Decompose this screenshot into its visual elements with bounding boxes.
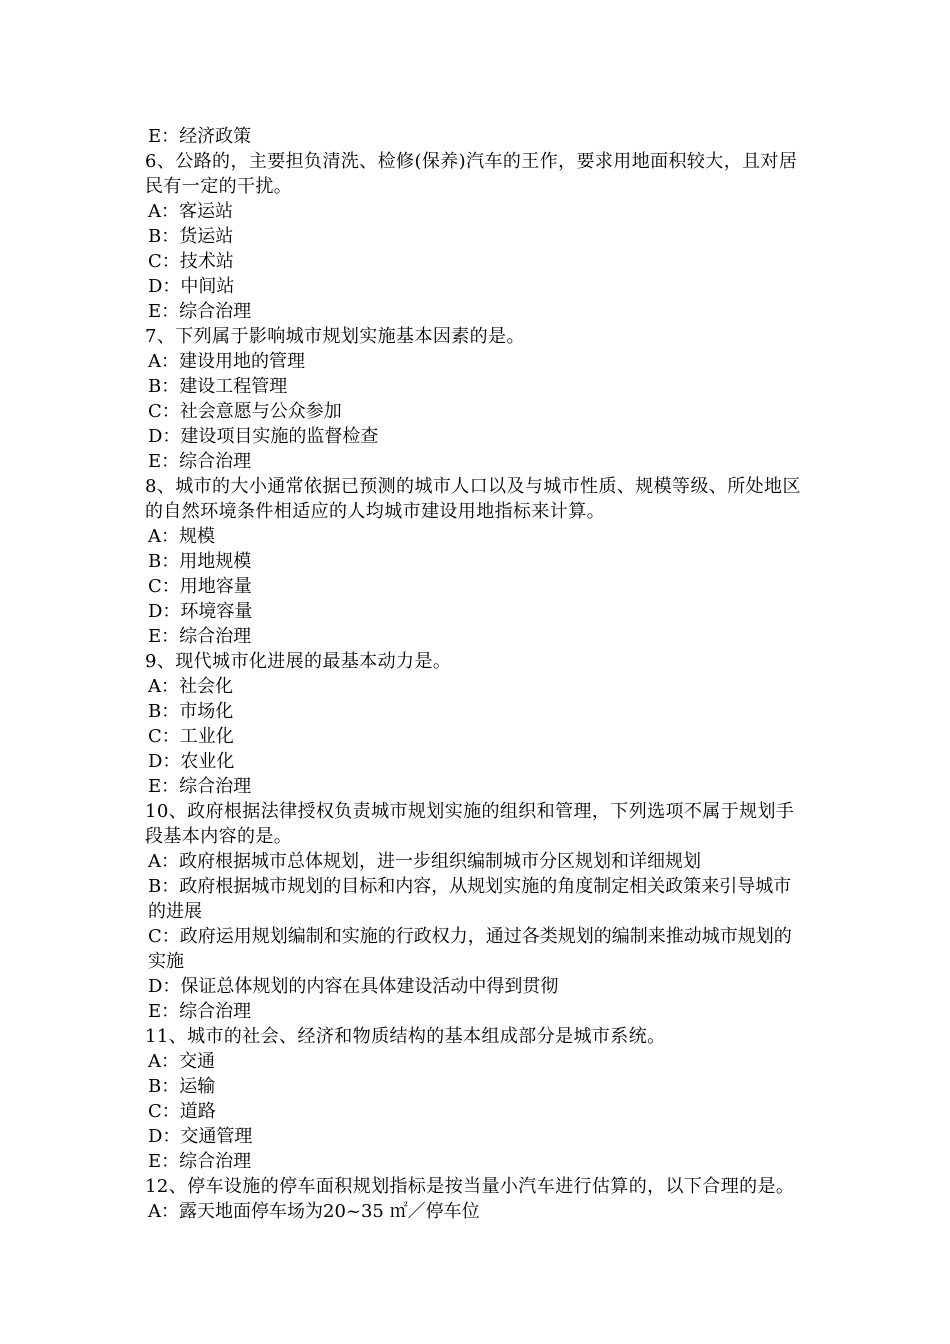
answer-option: D：中间站 — [148, 276, 235, 297]
answer-option: C：政府运用规划编制和实施的行政权力，通过各类规划的编制来推动城市规划的实施 — [148, 926, 792, 972]
answer-option: E：综合治理 — [148, 626, 252, 647]
exam-question-list — [145, 124, 809, 1224]
answer-option: A：露天地面停车场为20~35 ㎡／停车位 — [148, 1201, 480, 1222]
question-text: 10、政府根据法律授权负责城市规划实施的组织和管理，下列选项不属于规划手段基本内容的是。 — [145, 801, 795, 847]
answer-option: A：客运站 — [148, 201, 233, 222]
answer-option: C：工业化 — [148, 726, 234, 747]
answer-option: B：市场化 — [148, 701, 234, 722]
answer-option: A：建设用地的管理 — [148, 351, 305, 372]
question-text: 8、城市的大小通常依据已预测的城市人口以及与城市性质、规模等级、所处地区的自然环境条件相适应的人均城市建设用地指标来计算。 — [145, 476, 801, 522]
answer-option: C：道路 — [148, 1101, 216, 1122]
question-text: 9、现代城市化进展的最基本动力是。 — [145, 651, 452, 672]
answer-option: B：政府根据城市规划的目标和内容，从规划实施的角度制定相关政策来引导城市的进展 — [148, 876, 792, 922]
answer-option: D：环境容量 — [148, 601, 253, 622]
answer-option: D：农业化 — [148, 751, 235, 772]
answer-option: B：建设工程管理 — [148, 376, 288, 397]
answer-option: A：政府根据城市总体规划，进一步组织编制城市分区规划和详细规划 — [148, 851, 701, 872]
answer-option: E：综合治理 — [148, 1151, 252, 1172]
answer-option: E：经济政策 — [148, 126, 252, 147]
answer-option: D：交通管理 — [148, 1126, 253, 1147]
question-text: 11、城市的社会、经济和物质结构的基本组成部分是城市系统。 — [145, 1026, 666, 1047]
answer-option: B：运输 — [148, 1076, 216, 1097]
answer-option: A：规模 — [148, 526, 215, 547]
question-text: 7、下列属于影响城市规划实施基本因素的是。 — [145, 326, 525, 347]
answer-option: C：社会意愿与公众参加 — [148, 401, 342, 422]
answer-option: C：技术站 — [148, 251, 234, 272]
question-text: 6、公路的，主要担负清洗、检修(保养)汽车的王作，要求用地面积较大，且对居民有一定的干扰。 — [145, 151, 798, 197]
answer-option: E：综合治理 — [148, 301, 252, 322]
answer-option: A：交通 — [148, 1051, 215, 1072]
answer-option: B：用地规模 — [148, 551, 252, 572]
answer-option: D：保证总体规划的内容在具体建设活动中得到贯彻 — [148, 976, 559, 997]
answer-option: E：综合治理 — [148, 776, 252, 797]
answer-option: D：建设项目实施的监督检查 — [148, 426, 379, 447]
answer-option: B：货运站 — [148, 226, 234, 247]
answer-option: A：社会化 — [148, 676, 233, 697]
answer-option: C：用地容量 — [148, 576, 252, 597]
answer-option: E：综合治理 — [148, 451, 252, 472]
question-text: 12、停车设施的停车面积规划指标是按当量小汽车进行估算的，以下合理的是。 — [145, 1176, 795, 1197]
answer-option: E：综合治理 — [148, 1001, 252, 1022]
